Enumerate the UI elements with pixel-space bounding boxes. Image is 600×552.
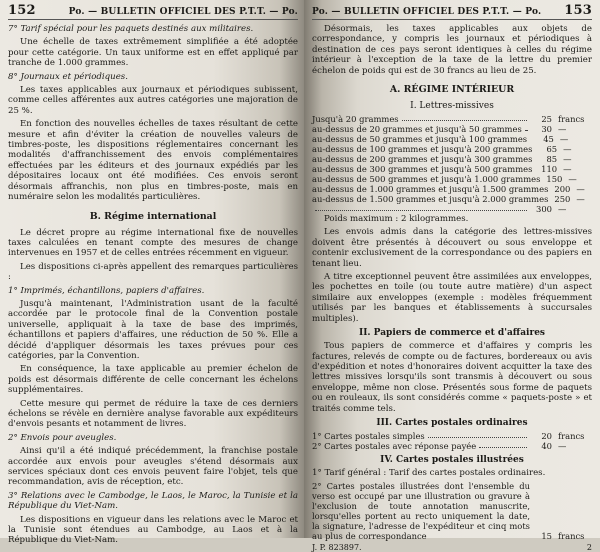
paragraph: 1° Imprimés, échantillons, papiers d'affaires. xyxy=(8,285,205,296)
rate-row xyxy=(312,144,592,154)
right-running-header xyxy=(312,3,592,20)
rate-amount: 300 xyxy=(536,204,552,215)
dot-leader xyxy=(479,441,527,448)
rate-amount: 45 xyxy=(543,134,554,145)
rate-currency: — xyxy=(559,134,569,145)
dot-leader xyxy=(428,431,527,438)
rate-row xyxy=(312,204,592,214)
left-section-title xyxy=(8,211,298,222)
rate-amount: 20 xyxy=(541,430,552,441)
rate-currency: — xyxy=(563,154,572,165)
rate-row xyxy=(312,114,592,124)
paragraph: Le décret propre au régime international fixe de nouvelles taxes calculées en tenant compte des mesures de change intervenues en 1957 et de celles entrées récemment en vigueur. xyxy=(8,227,298,259)
rate-amount: 85 xyxy=(546,154,558,165)
left-running-header xyxy=(8,3,298,20)
paragraph: Une échelle de taxes extrêmement simplifiée a été adoptée pour cette catégorie. Un taux uniforme est en effet appliqué par tranche de 1.000 grammes. xyxy=(8,37,298,69)
paragraph: 3° Relations avec le Cambodge, le Laos, le Maroc, la Tunisie et la République du Viet-Nam. xyxy=(8,490,298,512)
paragraph: En conséquence, la taxe applicable au premier échelon de poids est désormais différente de celle concernant les échelons supplémentaires. xyxy=(8,364,298,396)
rate-amount: 250 xyxy=(554,194,571,205)
rate-currency: francs xyxy=(558,114,585,125)
rate-amount: 65 xyxy=(546,144,558,155)
left-header-text: Po. — BULLETIN OFFICIEL DES P.T.T. — Po. xyxy=(68,7,298,17)
rate-label: au-dessus de 20 grammes et jusqu'à 50 grammes xyxy=(312,124,522,135)
sec4-rate-row xyxy=(312,481,592,541)
paragraph: A titre exceptionnel peuvent être assimilées aux enveloppes, les pochettes en toile (ou toute autre matière) d'un aspect similaire aux enveloppes (exemple : modèles fréquemment utilisés par les banques et établissements à succursales multiples). xyxy=(312,272,592,324)
rate-label: au-dessus de 1.500 grammes et jusqu'à 2.000 grammes xyxy=(312,194,549,205)
rate-currency: — xyxy=(568,174,577,185)
rate-row xyxy=(312,194,592,204)
right-intro: Désormais, les taxes applicables aux objets de correspondance, y compris les journaux et périodiques à destination de ces pays seront identiques à celles du régime intérieur à l'exception de la taxe de la lettre du premier échelon de poids qui est de 30 francs au lieu de 25. xyxy=(312,24,592,76)
rate-label: au-dessus de 50 grammes et jusqu'à 100 grammes xyxy=(312,134,528,145)
sec2-title-text: II. Papiers de commerce et d'affaires xyxy=(359,328,545,339)
paragraph: En fonction des nouvelles échelles de taxes résultant de cette mesure et afin d'éviter la création de nouvelles valeurs de timbres-poste, les dispositions réglementaires concernant les modalités d'affranchissement des envois complémentaires effectuées par les éditeurs et des journaux expédiés par les dépositaires locaux ont été modifiées. Ces envois seront désormais affranchis, non plus en timbres-poste, mais en numéraire selon les modalités particulières. xyxy=(8,119,298,203)
rate-row xyxy=(312,134,592,144)
letter-rate-table xyxy=(312,114,592,214)
rate-amount: 30 xyxy=(541,124,552,135)
rate-row xyxy=(312,174,592,184)
rate-currency: — xyxy=(558,124,567,135)
sec1-title: I. Lettres-missives xyxy=(410,101,494,112)
dot-leader xyxy=(315,204,527,211)
sec4-title-text: IV. Cartes postales illustrées xyxy=(380,454,524,465)
paragraph: 8° Journaux et périodiques. xyxy=(8,71,128,82)
rate-currency: — xyxy=(558,440,567,451)
rate-label: au-dessus de 1.000 grammes et jusqu'à 1.500 grammes xyxy=(312,184,549,195)
sec4-currency: francs xyxy=(558,531,585,542)
sec2-title xyxy=(312,328,592,338)
dot-leader xyxy=(525,124,527,131)
max-weight: Poids maximum : 2 kilogrammes. xyxy=(324,214,469,225)
rate-currency: — xyxy=(563,164,572,175)
left-paragraphs-top xyxy=(8,24,298,203)
right-header-text: Po. — BULLETIN OFFICIEL DES P.T.T. — Po. xyxy=(312,7,542,17)
rate-currency: — xyxy=(558,204,567,215)
rate-currency: — xyxy=(576,194,585,205)
paragraph: 2° Envois pour aveugles. xyxy=(8,432,117,443)
right-page-number: 153 xyxy=(564,3,592,18)
paragraph: Ainsi qu'il a été indiqué précédemment, la franchise postale accordée aux envois pour aveugles s'étend désormais aux services spéciaux dont ces envois peuvent faire l'objet, tels que recommandation, avis de réception, etc. xyxy=(8,446,298,488)
sec4-amount: 15 xyxy=(541,531,552,542)
section-title-text: B. Régime international xyxy=(89,210,217,222)
rate-amount: 110 xyxy=(541,164,558,175)
left-paragraphs-bottom xyxy=(8,228,298,546)
right-footer xyxy=(312,543,592,552)
paragraph: Les envois admis dans la catégorie des lettres-missives doivent être présentés à découvert ou sous enveloppe et contenir exclusivement de la correspondance ou des papiers en tenant lieu. xyxy=(312,227,592,269)
rate-currency: — xyxy=(563,144,572,155)
dot-leader xyxy=(402,114,527,121)
rate-amount: 25 xyxy=(541,114,552,125)
sec4-title xyxy=(312,455,592,465)
rate-amount: 40 xyxy=(541,440,552,451)
left-page-number: 152 xyxy=(8,3,36,18)
paragraph: Les dispositions en vigueur dans les relations avec le Maroc et la Tunisie sont étendues au Cambodge, au Laos et à la République du Viet-Nam. xyxy=(8,514,298,546)
annex-title-text: A. RÉGIME INTÉRIEUR xyxy=(389,84,515,96)
paragraph: Cette mesure qui permet de réduire la taxe de ces derniers échelons se révèle en dernière analyse favorable aux expéditeurs d'envois pesants et notamment de livres. xyxy=(8,398,298,430)
rate-label: au-dessus de 100 grammes et jusqu'à 200 grammes xyxy=(312,144,533,155)
rate-currency: — xyxy=(576,184,585,195)
paragraph: 7° Tarif spécial pour les paquets destinés aux militaires. xyxy=(8,24,254,34)
card-rate-table xyxy=(312,431,592,451)
rate-row xyxy=(312,441,592,451)
rate-amount: 200 xyxy=(554,184,571,195)
rate-amount: 150 xyxy=(546,174,563,185)
rate-currency: francs xyxy=(558,430,585,441)
paragraph: Les dispositions ci-après appellent des remarques particulières : xyxy=(8,261,298,283)
rate-label: au-dessus de 200 grammes et jusqu'à 300 grammes xyxy=(312,154,533,165)
rate-label: au-dessus de 300 grammes et jusqu'à 500 grammes xyxy=(312,164,533,175)
rate-label: Jusqu'à 20 grammes xyxy=(312,114,399,125)
sec3-title xyxy=(312,418,592,428)
rate-row xyxy=(312,154,592,164)
sec4-line1: 1° Tarif général : Tarif des cartes postales ordinaires. xyxy=(312,467,546,478)
annex-title xyxy=(312,84,592,95)
paragraph: Les taxes applicables aux journaux et périodiques subissent, comme celles afférentes aux autres catégories une majoration de 25 %. xyxy=(8,85,298,116)
footer-print-code: J. P. 823897. xyxy=(312,543,362,552)
rate-row xyxy=(312,124,592,134)
paragraph: Jusqu'à maintenant, l'Administration usant de la faculté accordée par le protocole final de la Convention postale universelle, appliquait à la taxe de base des imprimés, échantillons et papiers d'affaires, une réduction de 50 %. Elle a décidé d'appliquer désormais les taxes prévues pour ces catégories, par la Convention. xyxy=(8,298,298,361)
footer-signature-mark: 2 xyxy=(586,543,592,552)
rate-label: 1° Cartes postales simples xyxy=(312,430,425,441)
rate-row xyxy=(312,164,592,174)
rate-label: 2° Cartes postales avec réponse payée xyxy=(312,440,477,451)
sec2-text: Tous papiers de commerce et d'affaires y compris les factures, relevés de compte ou de factures, bordereaux ou avis d'expédition et notes d'honoraires doivent acquitter la taxe des lettres missives lorsqu'ils sont transmis à découvert ou sous enveloppe, même non close. Présentés sous forme de paquets ou en rouleaux, ils sont considérés comme « paquets-poste » et traités comme tels. xyxy=(312,341,592,414)
sec3-title-text: III. Cartes postales ordinaires xyxy=(376,417,528,428)
right-page xyxy=(304,0,600,552)
rate-label: au-dessus de 500 grammes et jusqu'à 1.000 grammes xyxy=(312,174,541,185)
sec1-paragraphs xyxy=(312,227,592,324)
rate-row xyxy=(312,431,592,441)
sec4-line2: 2° Cartes postales illustrées dont l'ensemble du verso est occupé par une illustration ou gravure à l'exclusion de toute annotation manuscrite, lorsqu'elles portent au recto uniquement la date, la signature, l'adresse de l'expéditeur et cinq mots au plus de correspondance xyxy=(312,481,530,542)
rate-row xyxy=(312,184,592,194)
